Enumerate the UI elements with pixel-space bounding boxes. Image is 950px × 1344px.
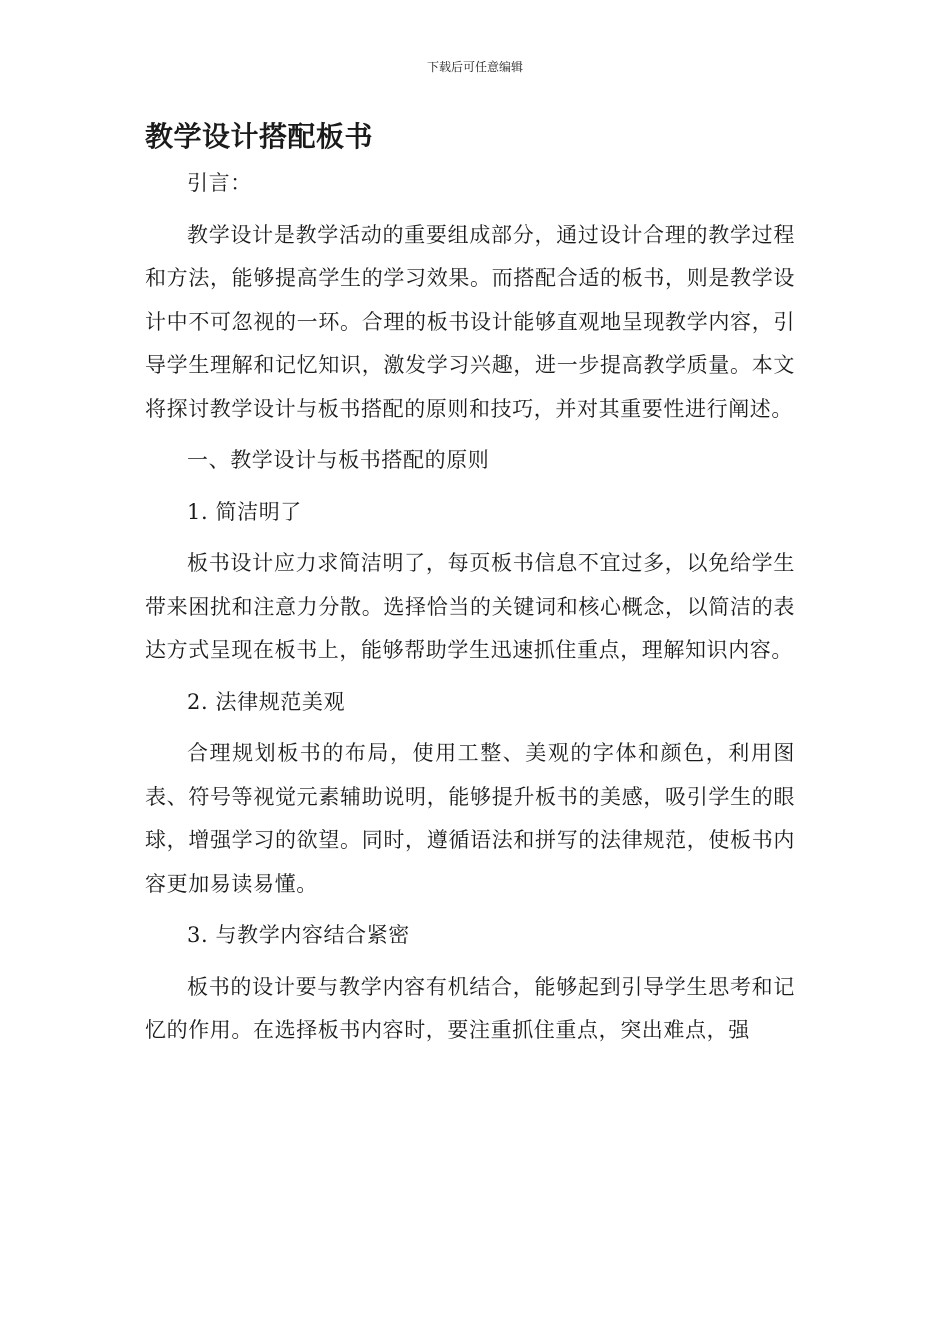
paragraph-standard-beautiful: 合理规划板书的布局，使用工整、美观的字体和颜色，利用图表、符号等视觉元素辅助说明，能够提升板书的美感，吸引学生的眼球，增强学习的欲望。同时，遵循语法和拼写的法律规范，使板书内容更加易读易懂。 <box>145 741 795 896</box>
intro-label: 引言： <box>187 171 252 195</box>
document-body <box>145 112 795 1061</box>
subheading-concise: 1. 简洁明了 <box>187 499 302 524</box>
paragraph-content-integration: 板书的设计要与教学内容有机结合，能够起到引导学生思考和记忆的作用。在选择板书内容时，要注重抓住重点，突出难点，强 <box>145 974 795 1042</box>
header-note: 下载后可任意编辑 <box>426 60 523 74</box>
intro-paragraph: 教学设计是教学活动的重要组成部分，通过设计合理的教学过程和方法，能够提高学生的学习效果。而搭配合适的板书，则是教学设计中不可忽视的一环。合理的板书设计能够直观地呈现教学内容，引导学生理解和记忆知识，激发学习兴趣，进一步提高教学质量。本文将探讨教学设计与板书搭配的原则和技巧，并对其重要性进行阐述。 <box>145 222 795 421</box>
paragraph-concise: 板书设计应力求简洁明了，每页板书信息不宜过多，以免给学生带来困扰和注意力分散。选择恰当的关键词和核心概念，以简洁的表达方式呈现在板书上，能够帮助学生迅速抓住重点，理解知识内容。 <box>145 551 795 662</box>
subheading-content-integration: 3. 与教学内容结合紧密 <box>187 923 410 947</box>
subheading-standard-beautiful: 2. 法律规范美观 <box>187 689 346 714</box>
document-title: 教学设计搭配板书 <box>145 120 374 153</box>
section-heading-principles: 一、教学设计与板书搭配的原则 <box>187 448 490 472</box>
